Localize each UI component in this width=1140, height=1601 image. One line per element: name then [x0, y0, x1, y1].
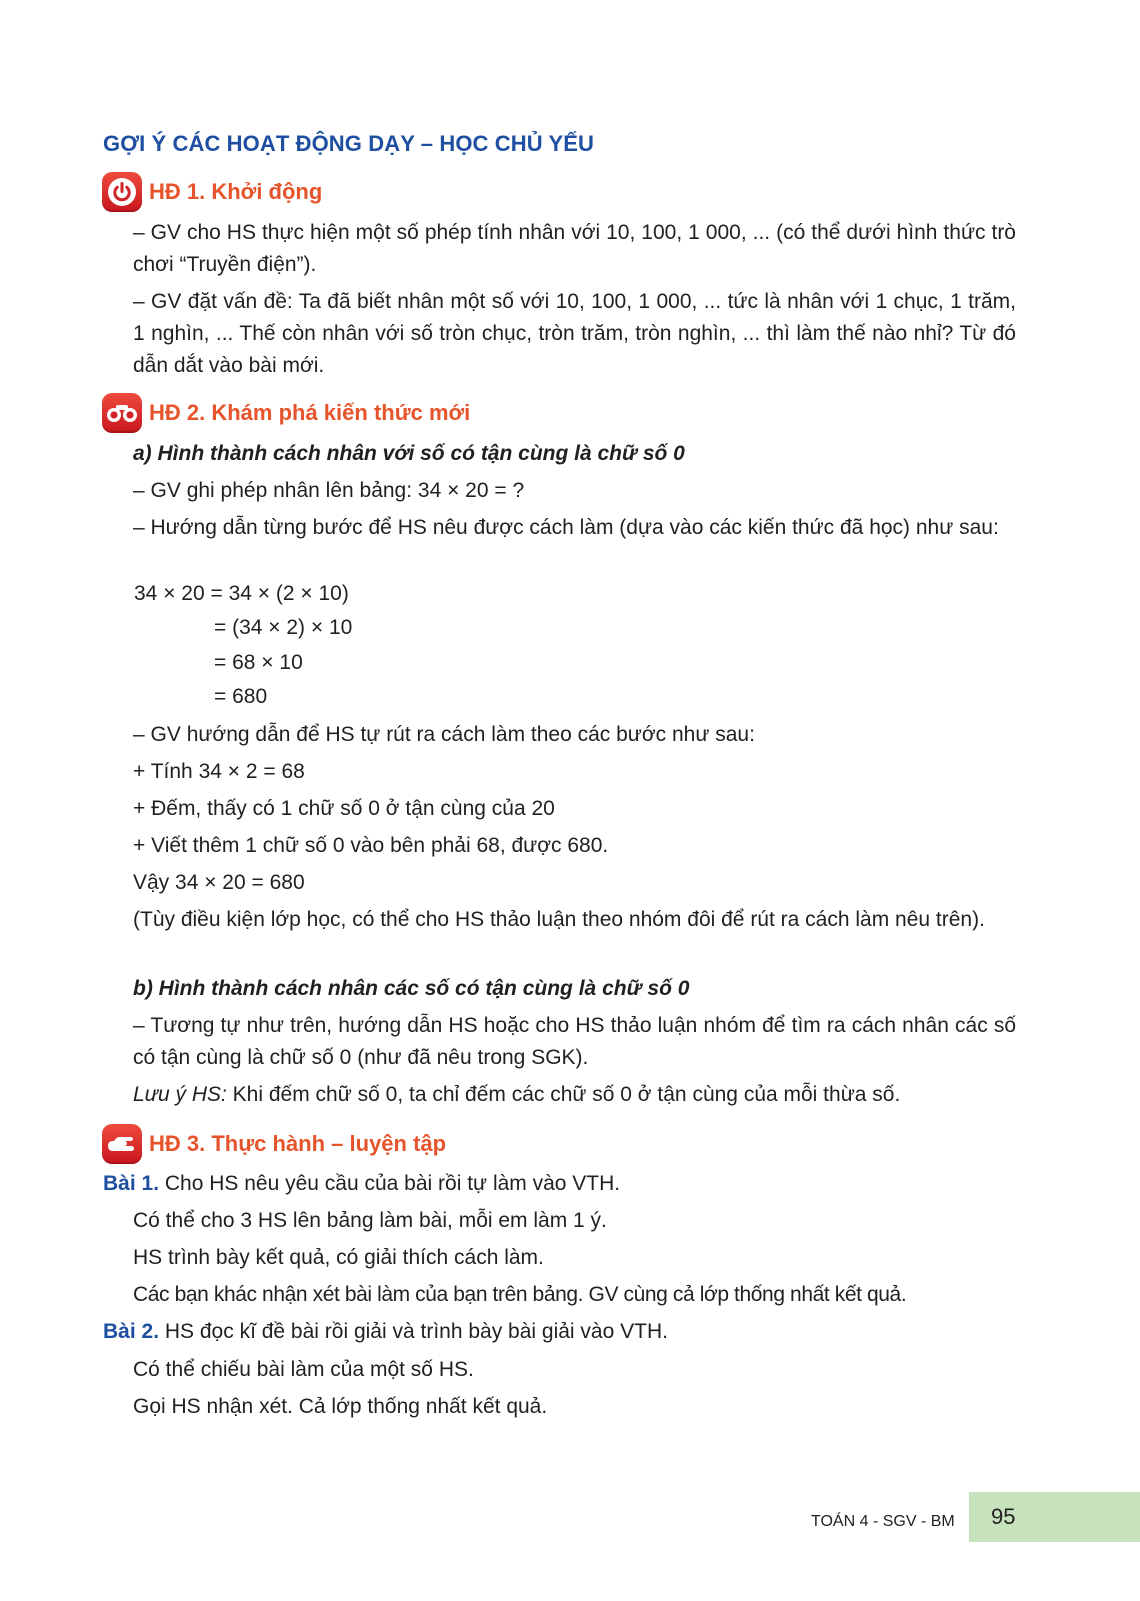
binoculars-icon: [102, 393, 142, 433]
exercise-1-label: Bài 1.: [103, 1172, 160, 1195]
hd1-title: HĐ 1. Khởi động: [149, 179, 323, 204]
exercise-2-label: Bài 2.: [103, 1320, 160, 1343]
page-number-box: [969, 1492, 1140, 1542]
page-number: 95: [991, 1504, 1016, 1529]
calc-line: = 68 × 10: [214, 651, 303, 674]
exercise-1-line: Có thể cho 3 HS lên bảng làm bài, mỗi em làm 1 ý.: [133, 1209, 607, 1232]
conclusion: Vậy 34 × 20 = 680: [133, 871, 305, 894]
hd2-header: [102, 392, 470, 434]
hd1-header: [102, 171, 322, 213]
exercise-2: [103, 1316, 668, 1348]
exercise-1: [103, 1168, 620, 1200]
exercise-1-line: HS trình bày kết quả, có giải thích cách làm.: [133, 1246, 544, 1269]
exercise-1-line: Các bạn khác nhận xét bài làm của bạn trên bảng. GV cùng cả lớp thống nhất kết quả.: [133, 1283, 907, 1306]
hd2-a-line-3: – GV hướng dẫn để HS tự rút ra cách làm theo các bước như sau:: [133, 723, 755, 746]
step-item: + Viết thêm 1 chữ số 0 vào bên phải 68, được 680.: [133, 834, 609, 857]
hd2-title: HĐ 2. Khám phá kiến thức mới: [149, 400, 471, 425]
step-item: + Đếm, thấy có 1 chữ số 0 ở tận cùng của 20: [133, 797, 555, 820]
book-title: TOÁN 4 - SGV - BM: [811, 1513, 955, 1530]
exercise-2-line: Gọi HS nhận xét. Cả lớp thống nhất kết quả.: [133, 1395, 548, 1418]
hd2-a-line-2: – Hướng dẫn từng bước để HS nêu được cách làm (dựa vào các kiến thức đã học) như sau:: [133, 516, 999, 539]
hd2-b-line-1: – Tương tự như trên, hướng dẫn HS hoặc cho HS thảo luận nhóm để tìm ra cách nhân các số có tận cùng là chữ số 0 (như đã nêu trong SGK).: [133, 1014, 1016, 1069]
hd1-paragraph-1: – GV cho HS thực hiện một số phép tính nhân với 10, 100, 1 000, ... (có thể dưới hình thức trò chơi “Truyền điện”).: [133, 221, 1016, 276]
subheading-a: a) Hình thành cách nhân với số có tận cùng là chữ số 0: [133, 442, 685, 465]
power-icon: [102, 172, 142, 212]
calc-line: = 680: [214, 685, 268, 708]
exercise-1-text: Cho HS nêu yêu cầu của bài rồi tự làm vào VTH.: [159, 1172, 621, 1195]
hd3-header: [102, 1123, 446, 1165]
exercise-2-text: HS đọc kĩ đề bài rồi giải và trình bày bài giải vào VTH.: [159, 1320, 668, 1343]
luu-y-text: Khi đếm chữ số 0, ta chỉ đếm các chữ số 0 ở tận cùng của mỗi thừa số.: [226, 1083, 901, 1106]
exercise-2-line: Có thể chiếu bài làm của một số HS.: [133, 1358, 474, 1381]
calc-line: 34 × 20 = 34 × (2 × 10): [134, 582, 349, 605]
calc-line: = (34 × 2) × 10: [214, 616, 353, 639]
hd1-paragraph-2: – GV đặt vấn đề: Ta đã biết nhân một số với 10, 100, 1 000, ... tức là nhân với 1 chục, 1 trăm, 1 nghìn, ... Thế còn nhân với số tròn chục, tròn trăm, tròn nghìn, ... thì làm thế nào nhỉ? Từ đó dẫn dắt vào bài mới.: [133, 290, 1016, 377]
subheading-b: b) Hình thành cách nhân các số có tận cùng là chữ số 0: [133, 977, 690, 1000]
step-item: + Tính 34 × 2 = 68: [133, 760, 305, 783]
hd3-title: HĐ 3. Thực hành – luyện tập: [149, 1131, 447, 1156]
hand-pointing-icon: [102, 1124, 142, 1164]
luu-y-label: Lưu ý HS:: [133, 1083, 227, 1106]
luu-y-note: [133, 1079, 1016, 1111]
hd2-a-line-1: – GV ghi phép nhân lên bảng: 34 × 20 = ?: [133, 479, 525, 502]
section-heading: GỢI Ý CÁC HOẠT ĐỘNG DẠY – HỌC CHỦ YẾU: [103, 131, 595, 156]
note: (Tùy điều kiện lớp học, có thể cho HS thảo luận theo nhóm đôi để rút ra cách làm nêu trên).: [133, 908, 985, 931]
